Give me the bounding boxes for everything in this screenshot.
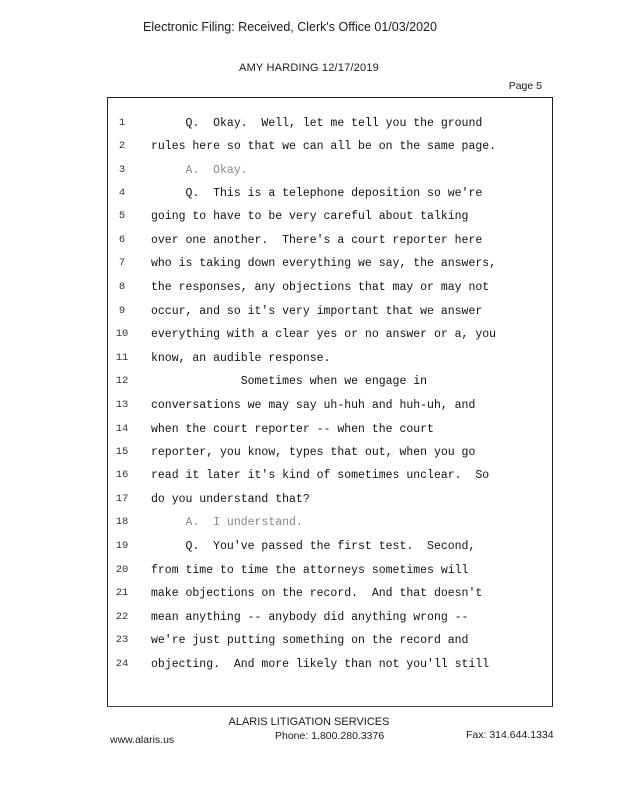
line-text: make objections on the record. And that doesn't: [151, 587, 483, 600]
line-text: A. I understand.: [151, 516, 303, 529]
line-number: 9: [118, 305, 126, 317]
line-number: 15: [115, 446, 129, 458]
line-text: when the court reporter -- when the court: [151, 423, 434, 436]
line-text: Sometimes when we engage in: [151, 375, 428, 388]
line-number: 19: [115, 540, 129, 552]
transcript-line: [0, 634, 618, 654]
transcript-line: [0, 210, 618, 230]
line-number: 18: [115, 516, 129, 528]
transcript-line: [0, 611, 618, 631]
line-number: 22: [115, 611, 129, 623]
transcript-line: [0, 493, 618, 513]
transcript-line: [0, 658, 618, 678]
line-number: 7: [118, 257, 126, 269]
line-text: everything with a clear yes or no answer or a, you: [151, 328, 497, 341]
transcript-line: [0, 117, 618, 137]
transcript-line: [0, 257, 618, 277]
line-number: 14: [115, 423, 129, 435]
page-number: Page 5: [508, 80, 542, 92]
line-text: from time to time the attorneys sometimes will: [151, 564, 469, 577]
transcript-line: [0, 423, 618, 443]
transcript-line: [0, 305, 618, 325]
transcript-line: [0, 516, 618, 536]
line-number: 5: [118, 210, 126, 222]
line-number: 4: [118, 187, 126, 199]
line-text: read it later it's kind of sometimes unclear. So: [151, 469, 490, 482]
line-text: mean anything -- anybody did anything wrong --: [151, 611, 469, 624]
transcript-line: [0, 564, 618, 584]
line-text: Q. This is a telephone deposition so we're: [151, 187, 483, 200]
transcript-line: [0, 187, 618, 207]
company-website: www.alaris.us: [110, 734, 175, 746]
line-number: 3: [118, 164, 126, 176]
line-number: 24: [115, 658, 129, 670]
line-text: reporter, you know, types that out, when you go: [151, 446, 476, 459]
transcript-line: [0, 352, 618, 372]
line-text: A. Okay.: [151, 164, 248, 177]
line-text: who is taking down everything we say, the answers,: [151, 257, 497, 270]
line-text: Q. You've passed the first test. Second,: [151, 540, 476, 553]
line-number: 12: [115, 375, 129, 387]
line-number: 8: [118, 281, 126, 293]
reporting-company: ALARIS LITIGATION SERVICES: [228, 716, 390, 728]
line-number: 2: [118, 140, 126, 152]
transcript-line: [0, 375, 618, 395]
line-number: 21: [115, 587, 129, 599]
deposition-header: AMY HARDING 12/17/2019: [239, 62, 379, 74]
line-text: going to have to be very careful about talking: [151, 210, 469, 223]
line-number: 6: [118, 234, 126, 246]
line-text: conversations we may say uh-huh and huh-uh, and: [151, 399, 476, 412]
line-text: do you understand that?: [151, 493, 310, 506]
transcript-line: [0, 469, 618, 489]
transcript-line: [0, 234, 618, 254]
transcript-line: [0, 281, 618, 301]
line-text: the responses, any objections that may or may not: [151, 281, 490, 294]
line-text: objecting. And more likely than not you'll still: [151, 658, 490, 671]
line-text: over one another. There's a court reporter here: [151, 234, 483, 247]
transcript-line: [0, 328, 618, 348]
line-text: rules here so that we can all be on the same page.: [151, 140, 497, 153]
line-number: 16: [115, 469, 129, 481]
line-number: 17: [115, 493, 129, 505]
transcript-line: [0, 540, 618, 560]
line-number: 11: [115, 352, 129, 364]
company-fax: Fax: 314.644.1334: [466, 729, 554, 741]
filing-stamp: Electronic Filing: Received, Clerk's Office 01/03/2020: [143, 20, 437, 34]
line-number: 13: [115, 399, 129, 411]
line-number: 10: [115, 328, 129, 340]
transcript-line: [0, 587, 618, 607]
transcript-line: [0, 446, 618, 466]
transcript-line: [0, 399, 618, 419]
line-text: occur, and so it's very important that we answer: [151, 305, 483, 318]
company-phone: Phone: 1.800.280.3376: [275, 730, 385, 742]
line-text: Q. Okay. Well, let me tell you the ground: [151, 117, 483, 130]
line-text: know, an audible response.: [151, 352, 331, 365]
transcript-line: [0, 140, 618, 160]
line-number: 1: [118, 117, 126, 129]
transcript-line: [0, 164, 618, 184]
line-text: we're just putting something on the record and: [151, 634, 469, 647]
line-number: 23: [115, 634, 129, 646]
line-number: 20: [115, 564, 129, 576]
